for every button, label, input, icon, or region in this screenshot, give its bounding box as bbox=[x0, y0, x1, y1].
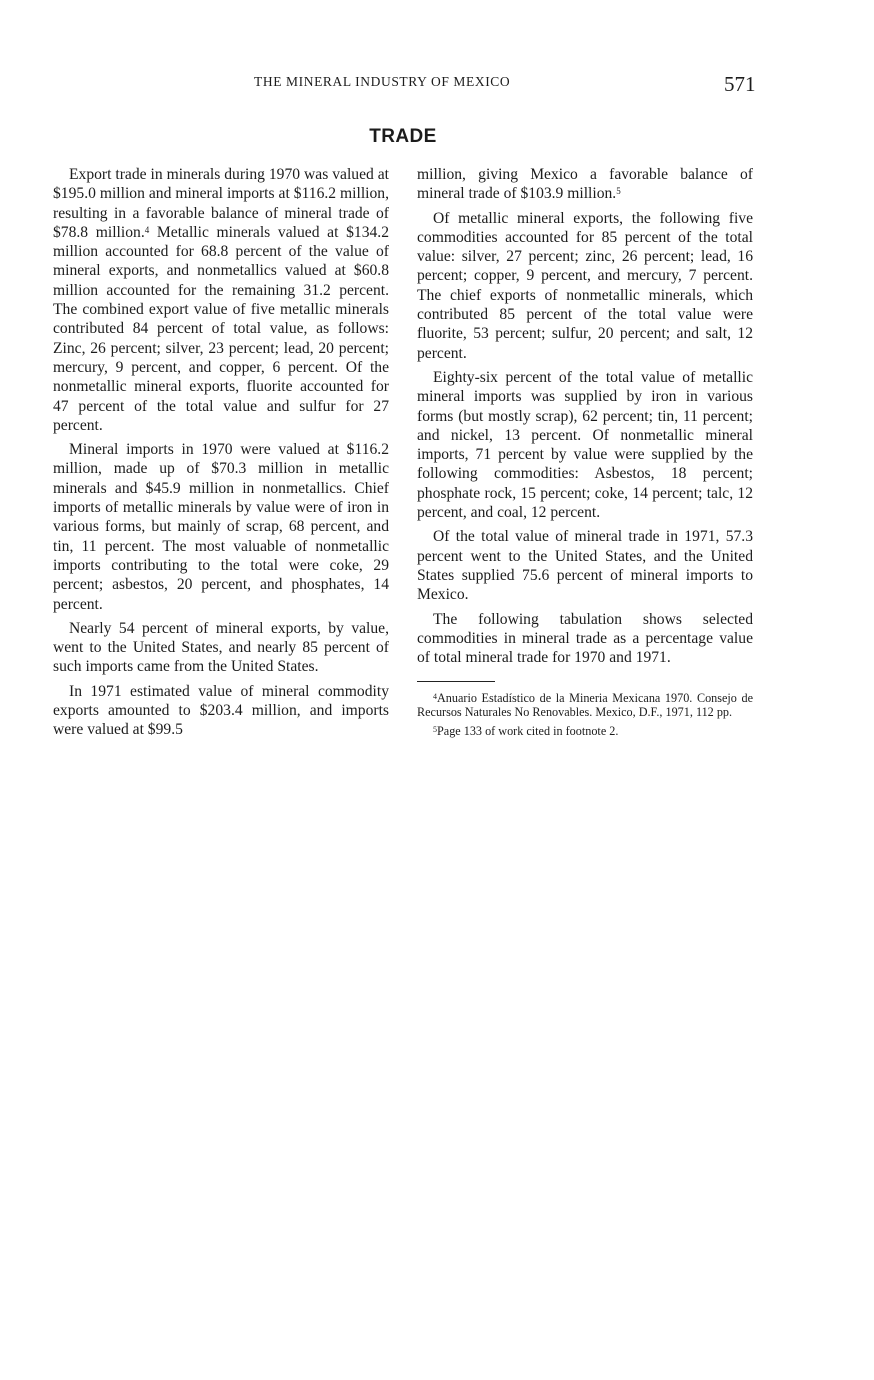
footnote-reference[interactable]: 5 bbox=[616, 186, 621, 197]
footnote bbox=[417, 692, 753, 719]
running-head: THE MINERAL INDUSTRY OF MEXICO bbox=[254, 74, 511, 89]
paragraph: Eighty-six percent of the total value of metallic mineral imports was supplied by iron in various forms (but mostly scrap), 62 percent; tin, 11 percent; and nickel, 13 percent. Of nonmetallic mineral imports, 71 percent by value were supplied by the following commodities: Asbestos, 18 percent; phosphate rock, 15 percent; coke, 14 percent; talc, 12 percent, and coal, 12 percent. bbox=[417, 368, 753, 522]
paragraph: Of the total value of mineral trade in 1971, 57.3 percent went to the United States, and the United States supplied 75.6 percent of mineral imports to Mexico. bbox=[417, 528, 753, 604]
paragraph: Of metallic mineral exports, the following five commodities accounted for 85 percent of the total value: silver, 27 percent; zinc, 26 percent; lead, 16 percent; copper, 9 percent, and mercury, 7 percent. The chief exports of nonmetallic minerals, which contributed 85 percent of the total value were fluorite, 53 percent; sulfur, 20 percent; and salt, 12 percent. bbox=[417, 209, 753, 362]
footnote-marker: 4 bbox=[433, 692, 437, 702]
paragraph bbox=[417, 165, 753, 204]
paragraph-text: million, giving Mexico a favorable balance of mineral trade of $103.9 million. bbox=[417, 166, 753, 203]
section-title: TRADE bbox=[369, 126, 437, 147]
paragraph: Mineral imports in 1970 were valued at $116.2 million, made up of $70.3 million in metallic minerals and $45.9 million in nonmetallics. Chief imports of metallic minerals by value were of iron in various forms, but mainly of scrap, 68 percent, and tin, 11 percent. The most valuable of nonmetallic imports contributing to the total were coke, 29 percent; asbestos, 20 percent, and phosphates, 14 percent. bbox=[53, 441, 389, 613]
footnote bbox=[417, 725, 753, 739]
paragraph: In 1971 estimated value of mineral commodity exports amounted to $203.4 million, and imports were valued at $99.5 bbox=[53, 682, 389, 739]
footnote-text: Anuario Estadístico de la Mineria Mexicana 1970. Consejo de Recursos Naturales No Renovables. Mexico, D.F., 1971, 112 pp. bbox=[417, 691, 753, 720]
footnote-reference[interactable]: 4 bbox=[144, 224, 150, 235]
footnote-text: Page 133 of work cited in footnote 2. bbox=[437, 723, 619, 738]
paragraph-text: Metallic minerals valued at $134.2 million accounted for 68.8 percent of the value of mineral exports, and nonmetallics valued at $60.8 million accounted for the remaining 31.2 percent. The combined export value of five metallic minerals contributed 84 percent of total value, as follows: Zinc, 26 percent; silver, 23 percent; lead, 20 percent; mercury, 9 percent, and copper, 6 percent. Of the nonmetallic mineral exports, fluorite accounted for 47 percent of the total value and sulfur for 27 percent. bbox=[53, 223, 390, 434]
paragraph: Nearly 54 percent of mineral exports, by value, went to the United States, and nearly 85 percent of such imports came from the United States. bbox=[53, 619, 389, 676]
footnote-divider bbox=[417, 681, 495, 682]
page-number: 571 bbox=[724, 72, 756, 96]
paragraph-text: Export trade in minerals during 1970 was valued at $195.0 million and mineral imports at $116.2 million, resulting in a favorable balance of mineral trade of $78.8 million. bbox=[53, 166, 389, 241]
footnote-marker: 5 bbox=[433, 724, 437, 734]
right-column bbox=[417, 165, 753, 743]
paragraph: The following tabulation shows selected commodities in mineral trade as a percentage value of total mineral trade for 1970 and 1971. bbox=[417, 610, 753, 667]
left-column bbox=[53, 165, 389, 745]
paragraph bbox=[53, 165, 389, 435]
